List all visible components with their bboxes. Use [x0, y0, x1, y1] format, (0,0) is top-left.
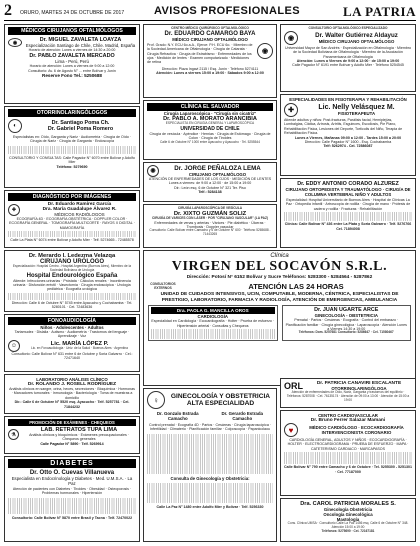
credentials: Universidad Mayor de San Andrés · Especialización en Oftalmología · Miembro de la Sociedad Boliviana de Oftalmología · Miembro de la Asociación Panamericana de Oftalmología [284, 45, 412, 59]
doctor-spec: Lima - Perú, Perú [55, 59, 89, 65]
ad-gutierrez [280, 24, 416, 92]
text-texture [151, 329, 275, 339]
services: CARDIOLOGÍA GENERAL, ADULTOS Y NIÑOS · ECOCARDIOGRAFÍA · HOLTER · ELECTROCARDIOGRAMA · PRUEBA DE ESFUERZO · MAPA · CATETERISMO CARDIACO · MARCAPASOS [287, 438, 409, 451]
address: Consultorio: Av. 6 de Agosto N° ... entre Bolívar y Junín [28, 68, 116, 73]
ad-heading: CONSULTORIO OFTALMOLÓGICO ESPECIALIZADO [308, 26, 388, 30]
ad-eddy-corado [280, 178, 416, 248]
ad-tupa-lima [4, 416, 140, 454]
therapist-name: Lic. Nelly Velásquez M. [318, 104, 395, 111]
doctor-name: Dr. PABLO A. MORATO ARANCIBIA [163, 116, 257, 122]
text-texture [8, 146, 136, 154]
services: Especialidad: Hospital Universitario de Buenos Aires · Hospital de Clínicas La Paz · Ortopedia infantil · Artroscopía de rodilla · Cirugía de mano · Prótesis de cadera y rodilla · Fracturas · Rehabilitación [285, 198, 411, 211]
doctor-spec: OTORRINOLARINGÓLOGA [331, 386, 387, 391]
scan-icon: ✚ [8, 204, 20, 216]
text-texture [8, 498, 136, 514]
eye-icon: ◉ [257, 43, 273, 59]
address: Dirección: Plaza Ingavi 2115 / Esq. Junín · Teléfono 5274111 [161, 66, 259, 71]
ad-heading: OTORRINOLARINGÓLOGOS [8, 109, 136, 117]
address: Consultorio: Calle Bolívar N° 631 entre 6 de Octubre y Soria Galvarro · Cel.: 72471640 [11, 351, 133, 361]
doctor-name: Dr. Otto O. Cuevas Villanueva [29, 470, 115, 476]
hours: Lunes a viernes: de 9:00 a 12:00 · de 15:00 a 19:00 [168, 181, 252, 186]
eye-icon: ◉ [147, 165, 159, 177]
ad-heading: DIAGNÓSTICO POR IMÁGENES [8, 193, 136, 201]
physio-icon: ✚ [284, 103, 298, 117]
doctor-spec: Ginecología Obstetricia [323, 507, 373, 512]
ad-clinica-salvador [143, 100, 277, 160]
doctor-spec: Oncología Ginecológica [323, 512, 373, 517]
doctor-name: Dr. Bruno Ferrer Salazar Mamani [310, 418, 386, 423]
orl-mark: ORL [284, 381, 303, 391]
phone: Reserve Fono Tel.: 5250688 [42, 73, 102, 79]
doctor-spec: CIRUGÍA DE VARICES CON LÁSER · POR "CIRUJANO VASCULAR" (LA PAZ) [152, 215, 268, 220]
address: Dir.: Calle 6 de Octubre N° 5520 esq. Ayacucho · Telf. 5257781 · Cel. 71844232 [14, 400, 130, 409]
address: Dirección: Calle 6 de Octubre N° 5745 entre Ayacucho y Cochabamba · Tel. 5280101 · Cel. 72483636 [11, 300, 133, 310]
heart-icon: ♥ [284, 423, 298, 437]
ad-laboratorio [4, 374, 140, 414]
doctor-name: Dr. Gerardo Estrada Camacho [221, 411, 263, 421]
ad-heading: MÉDICOS CIRUJANOS OFTALMÓLOGOS [8, 27, 136, 35]
phone: Telf: 5262974 - Cel. 72586087 [323, 144, 373, 149]
text-texture [147, 434, 273, 474]
doctor-name: Dr. JORGE PEÑALOZA LEMA [174, 165, 261, 172]
doctor-spec: MÉDICO CIRUJANO OFTALMÓLOGO [318, 38, 395, 44]
phone: Teléfonos: 5275690 · Cel. 72167181 [321, 528, 375, 533]
doctor-spec: MÉDICO CIRUJANO OFTALMÓLOGO [172, 36, 248, 42]
phone: Telf.: 5284138 [198, 190, 222, 195]
specialist-credentials: Lic. en Fonoaudiología · Univ. de la Salud · Buenos Aires · Argentina [31, 345, 128, 350]
hours: Atención: Lunes a viernes 15:00 a 19:00 · Sábados 9:00 a 12:00 [156, 71, 264, 76]
services: Atiende: Infecciones urinarias · Próstata · Cálculos renales · Incontinencia urinaria · Disfunción eréctil · Vasectomía · Cirugía endoscópica · Urología pediátrica · Ecografía urológica [13, 278, 131, 292]
address: Consultorio: Calle Bolívar entre Camacho y 6 de Octubre N° 600 · Teléfono 5265688 - 71443265 [149, 228, 271, 237]
hours: Horario de atención: Lunes a viernes de 9:00 a 12:00 [29, 64, 115, 69]
ad-heading: CLÍNICA EL SALVADOR [147, 103, 273, 111]
doctor-name: Dr. ROLANDO J. ROSELL RODRÍGUEZ [27, 382, 117, 387]
ad-fisioterapia [280, 94, 416, 176]
ad-penaloza [143, 162, 277, 202]
services: Análisis clínicos y bioquímicos · Exámenes preocupacionales · Chequeos generales [29, 433, 129, 442]
doctor-services: Especialidad en Cardiología · Ecocardiografía · Holter · Prueba de esfuerzo · Hipertensión arterial · Consultas y Chequeos [151, 319, 275, 328]
doctor-name: Dr. Gabriel Poma Romero [47, 126, 114, 132]
ad-heading: CIRUGÍA LAPAROSCÓPICA DE VESÍCULA [177, 206, 243, 210]
text-texture [147, 483, 273, 503]
ad-heading: DIABETES [8, 459, 136, 468]
phone: Teléfono: 5279690 [56, 164, 88, 169]
doctor-spec: CIRUJANO ORTOPEDISTA Y TRAUMATÓLOGO · CIRUGÍA DE COLUMNA VERTEBRAL NIÑO Y ADULTOS [285, 187, 411, 197]
address: Clínica: Calle Bolívar N° 436 entre La Plata y Soria Galvarro · Telf. 5276766 Cel. 71894008 [284, 222, 412, 231]
text-texture [8, 293, 136, 300]
address: Consultorio: Calle Bolívar N° 5870 entre Brasil y Tacna · Telf. 72470022 [11, 515, 133, 520]
hours: Horario de atención: Lunes a viernes de 14:30 a 20:00 [28, 48, 116, 52]
ad-morales [280, 498, 416, 542]
doctor-name: Dra. María Guadalupe Álvarez R. [42, 207, 117, 212]
doctor-name: Dr. Eduardo Ramírez García [47, 202, 112, 207]
ad-cardiovascular [280, 410, 416, 496]
doctor-name: Dr. Santiago Poma Ch. [51, 120, 110, 126]
ad-vascular [143, 204, 277, 248]
ad-fonoaudiologia [4, 314, 140, 372]
eye-icon: ◉ [284, 31, 298, 45]
doctor-name: Dra. PAOLA G. MANCILLA OROS [151, 307, 275, 314]
doctor-spec: CIRUJANO OFTALMÓLOGO [188, 172, 247, 177]
ad-heading: PROMOCIÓN DE EXÁMENES · CHEQUEOS [8, 419, 136, 426]
ad-velazquez [4, 250, 140, 312]
doctor-spec: CARDIOLOGÍA [197, 314, 229, 320]
doctor-spec: Especialista en Endocrinología y Diabetes · Med. U.M.S.A. · La Paz [11, 476, 133, 486]
ad-eduardo-camargo [143, 24, 277, 98]
address: Cons. Clínica UMSA · Consultorio Calle La Paz 1456 esq. Calle 6 de Octubre N° 348. Atención 15:00 a 19:00 [287, 521, 409, 529]
address: Calle La Plata N° 6074 entre Bolívar y Adolfo Mier · Telf. 5274665 - 72485578 [10, 238, 134, 243]
doctor-name: Dr. XIXTO GUZMÁN SOLIZ [173, 210, 247, 217]
doctor-phone: Teléfonos: Dom. 5257681 Consultorio: 5286647 · Cel. 71580467 [298, 330, 394, 335]
hours-banner: ATENCIÓN LAS 24 HORAS [248, 282, 344, 291]
ad-canaviri [280, 378, 416, 408]
section-title: AVISOS PROFESIONALES [154, 5, 300, 17]
ad-diabetes [4, 456, 140, 542]
doctor-name: Dr. EDDY ANTONIO CORADO ALZUREZ [297, 181, 399, 187]
ad-heading: GINECOLOGÍA Y OBSTETRICIA ALTA ESPECIALIDAD [170, 392, 271, 407]
services: Cirugía de vesícula · Apéndice · Hernias · Cirugía de Estómago · Cirugía de Colon · Cirugía de Tiroides [149, 131, 271, 141]
doctor-spec: Mastología [336, 517, 360, 522]
consult-label: CONSULTORIOS EXTERNOS [150, 281, 176, 290]
ad-ginecologia [143, 388, 277, 542]
specialist-name: Lic. MARÍA LÓPEZ P. [50, 340, 109, 347]
tagline: Cirugía Laparoscópica · "Cirugía sin cicatriz" [163, 111, 257, 116]
address: Dirección: Calle Pagador N° 1600 - Esq. Cochabamba [304, 140, 392, 145]
hours: Lunes a Viernes, Mañanas 09:00 a 12:00 - Tardes 15:00 a 20:00 [294, 135, 402, 140]
doctor-name: Dr. Walter Gutiérrez Aldayuz [315, 31, 398, 39]
doctor-name: Dr. JUAN UGARTE ARCE [314, 307, 379, 314]
doctor-name: Dr. Gonzalo Estrada Camacho [156, 411, 199, 421]
address: CONSULTORIO Y CONSULTAS: Calle Pagador N° 6070 entre Bolívar y Adolfo Mier [9, 155, 135, 165]
hospital-name: Hospital Endourológico España [26, 272, 118, 279]
clinic-address: Dirección: Potosí N° 6152 Bolívar y Sucre Teléfonos: 5283300 - 5284564 - 5287862 [186, 275, 373, 280]
services: Tartamudez · Dislalia · Autismo · Audiometría · Trastornos del lenguaje · Aprendizaje · Voz [14, 330, 130, 339]
consult-label: Consulta de Ginecología y Obstetricia: [170, 475, 250, 481]
doctor-name: Dra. CAROL PATRICIA MORALES S. [300, 501, 396, 507]
doctor-name: Dr. MIGUEL ZAVALETA LOAYZA [39, 37, 122, 43]
services: Control prenatal · Ecografía 4D · Partos · Cesáreas · Cirugía laparoscópica · Infertilidad · Climaterio · Planificación familiar · Colposcopía · Papanicolaou [148, 423, 272, 432]
masthead [4, 3, 416, 21]
address: Calle Pagador N° 5890 · Telf. 5269914 [40, 441, 104, 446]
newspaper-name: LA PATRIA [343, 4, 416, 19]
doctor-name: Dr. PATRICIA CANAVIRI ESCALANTE [316, 381, 402, 386]
specialization: Especialización: Hospital Centro - Hospital Argentino (Buenos Aires), Miembro de la Sociedad Boliviana de Urología [12, 264, 132, 272]
services: Prof. Grado: N.Y. ECU 6o.a.A., Ejerce: P.H. ECU 6o. · Miembro de la Sociedad Americana de Oftalmología · Cirugía de Catarata · Cirugía Refractiva · Cirugía de Estrabismo · Enfermedades de los ojos · Medición de lentes · Examen computarizado · Mediciones de retina [147, 42, 253, 65]
services: ATENCIÓN DE ENFERMEDADES DE LOS OJOS · MEDICIÓN DE LENTES [148, 177, 272, 181]
services: Atiende adultos y niños: Post-fracturas, Parálisis facial, Hemiplejías, Lumbalgias, Ciática, Artrosis, Artritis, Esguinces, Escoliosis, Pie Plano, Rehabilitación Física, Lesiones del Deporte, Tortícolis del Niño, Terapia de Rehabilitación Física. [284, 118, 403, 136]
clinic-name: VIRGEN DEL SOCAVÓN S.R.L. [171, 259, 388, 274]
address: Calle La Paz N° 1480 entre Adolfo Mier y Bolívar · Telf. 5256330 [156, 504, 264, 509]
ad-heading: ESPECIALIDADES EN FISIOTERAPIA Y REHABILITACIÓN [289, 97, 407, 102]
speech-icon: ☺ [8, 340, 20, 352]
page-number: 2 [4, 2, 12, 19]
lab-icon: ⚗ [8, 429, 19, 440]
doctor-name: Dr. Merardo I. Ledezma Velazqa [28, 253, 116, 259]
pregnancy-icon: ♀ [147, 391, 165, 409]
ad-medicos-cirujanos [4, 24, 140, 104]
services: Atención de pacientes con Diabetes · Tiroides · Obesidad · Osteoporosis · Problemas hormonales · Hipertensión [12, 487, 132, 496]
doctor-spec: Especialización Santiago de Chile, Chile. Madrid, España [25, 43, 136, 48]
ad-heading: CENTRO MÉDICO QUIRÚRGICO OFTALMOLÓGICO [171, 26, 249, 30]
address: Calle Pagador N° 6191 entre Bolívar y Adolfo Mier · Teléfono 5254545 [292, 63, 404, 68]
hours: Atención: Lunes a Viernes de 9:00 a 12:00 · de 15:00 a 19:00 [296, 59, 400, 64]
issue-date: ORURO, MARTES 24 DE OCTUBRE DE 2017 [20, 10, 125, 16]
address: Calle 6 de Octubre N° 1000 entre Ayacucho y Ayacucho · Tel. 5255544 [160, 139, 260, 144]
doctor-spec: ESPECIALISTA EN CIRUGÍA GENERAL Y LAPAROSCÓPICA [165, 121, 255, 125]
eye-icon: ◉ [8, 38, 22, 47]
services: Análisis clínicos en sangre, orina, heces, secreciones · Bioquímica · Hormonas · Marcadores tumorales · Inmunología · Bacteriología · Toma de muestras a domicilio [9, 387, 135, 400]
doctor-name: Dr. EDUARDO CAMARGO BAYA [164, 30, 256, 37]
ad-heading: LABORATORIO ANÁLISIS CLÍNICO [36, 377, 108, 382]
address: Calle Bolívar N° 790 entre Camacho y 6 de Octubre · Tel. 5255300 - 5251301 · Cel. 77187000 [284, 465, 413, 474]
address: Dir.: León esq. 6 de Octubre N° 321 Ter. Piso [174, 185, 246, 190]
therapist-title: FISIOTERAPEUTA [337, 111, 376, 116]
services: Especialistas en: Oído, Garganta y Nariz · Audiometría · Cirugía de Oído · Cirugía de Nariz · Cirugía de Garganta · Endoscopía [12, 135, 132, 144]
doctor-spec: MÉDICO CARDIÓLOGO · ECOCARDIOGRAFÍA INTERVENCIONISTA CORONARIO [309, 425, 404, 435]
doctor-spec: CIRUJANO URÓLOGO [39, 259, 104, 265]
doctor-name: Dr. PABLO ZAVALETA MERCADO [29, 53, 115, 60]
university: UNIVERSIDAD DE CHILE [180, 125, 240, 132]
ad-heading: CENTRO CARDIOVASCULAR [318, 413, 378, 418]
services: UNIDAD DE CUIDADOS INTENSIVOS, UCIN, COMPUTABLE, MODERNA, CÉNTRICA, ESPECIALISTAS DE PRESTIGIO, LABORATORIO, FARMACIA Y RADIOLOGÍA, ATENCIÓN DE EMERGENCIAS, AMBULANCIA [160, 292, 399, 303]
text-texture [284, 212, 412, 221]
services: Enfermedades de venas y arterias · Várices · Pie diabético · Úlceras · Trombosis · Doppler vascular [154, 220, 266, 229]
ad-heading: FONOAUDIOLOGÍA [8, 317, 136, 325]
patients: Niños · Adolescentes · Adultos [40, 325, 104, 330]
ad-otorrino [4, 106, 140, 188]
ad-virgen-socavon [143, 250, 416, 386]
services: ECOGRAFÍA 4D · ECOGRAFÍA OBSTÉTRICA · DOPPLER COLOR · ECOGRAFÍA GENERAL · TOMOGRAFÍA MULTICORTE · RAYOS X DIGITAL · MAMOGRAFÍA [9, 217, 135, 230]
doctor-services: Atención de enfermedades de Oído, Nariz, Garganta y trastornos del equilibrio · Teléfonos: 5287008 · Cel. 76135174 · Atención de 09:00 a 13:00 · Atención de 15:00 a 19:00 [286, 390, 410, 402]
clinic-label: Clínica [270, 253, 289, 259]
doctor-services: Prenatal · Partos · Cesáreas · Ecografía · Control del embarazo · Planificación familiar · Cirugía ginecológica · Laparoscopía · Atención Lunes a Viernes 14:30 a 19:00 [285, 318, 407, 331]
lab-name: LAB. RETRATOS TUPA LIMA [40, 427, 118, 433]
ear-icon: ◐ [8, 119, 22, 133]
text-texture [284, 452, 412, 464]
text-texture [8, 231, 136, 237]
doctor-spec: MÉDICOS RADIÓLOGOS [54, 212, 105, 217]
doctor-spec: GINECOLOGÍA - OBSTETRICIA [314, 313, 378, 319]
ad-diagnostico [4, 190, 140, 248]
